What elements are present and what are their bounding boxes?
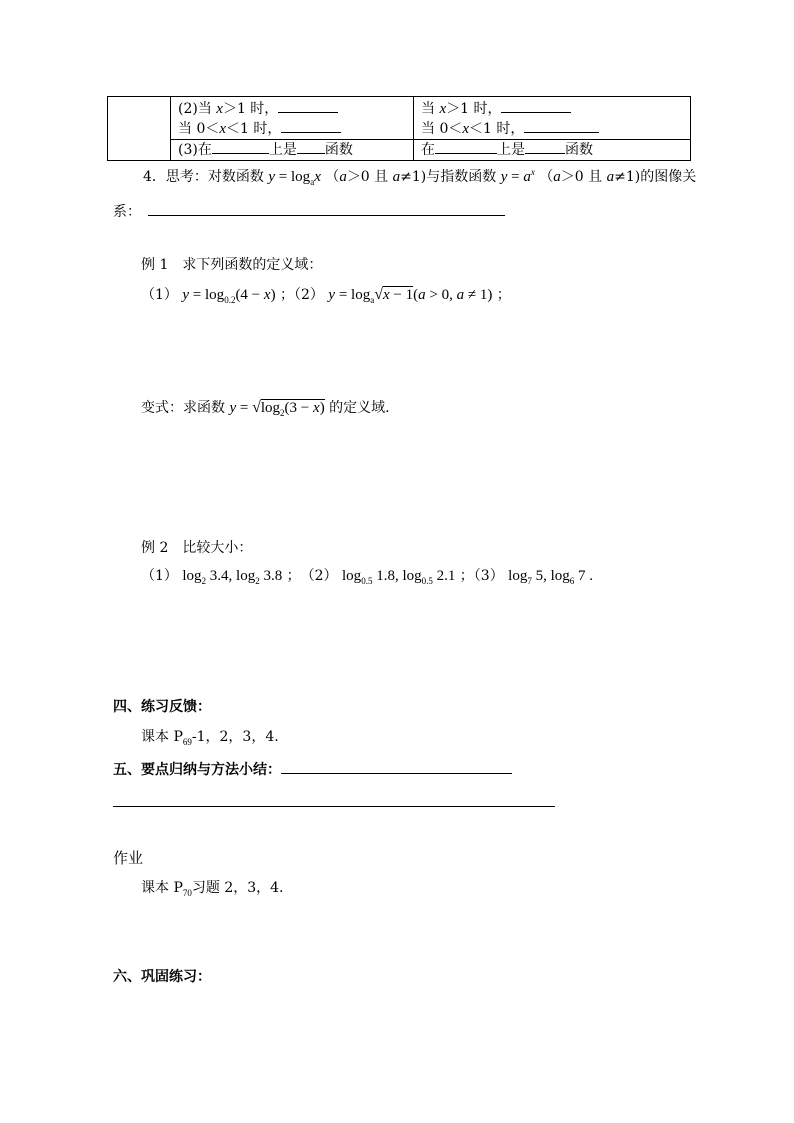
- question-text: ＞0 且: [346, 169, 393, 185]
- question-text: （: [534, 169, 554, 185]
- table-line: [171, 119, 413, 139]
- math-var: x: [382, 287, 390, 303]
- log-properties-table: [107, 96, 691, 161]
- math-text: − 1: [389, 287, 414, 303]
- answer-line: [113, 806, 555, 807]
- question-text: ≠1)与指数函数: [400, 169, 501, 185]
- math-text: 3.8: [259, 568, 283, 584]
- cell-text: 在: [421, 142, 435, 158]
- question-text: （: [320, 169, 340, 185]
- math-var: a: [392, 169, 401, 185]
- table-cell-left-monotonic: [171, 140, 414, 161]
- cell-text: 函数: [565, 142, 593, 158]
- cell-text: 上是: [497, 142, 525, 158]
- variable-x: x: [219, 121, 227, 137]
- math-text: = log: [335, 287, 371, 303]
- cell-text: ＜1 时，: [469, 121, 525, 137]
- section-6-heading: 六、巩固练习：: [113, 969, 211, 985]
- answer-blank: [501, 99, 571, 113]
- answer-blank: [435, 140, 497, 154]
- log-base: 6: [569, 576, 575, 586]
- answer-blank: [525, 140, 565, 154]
- section-5-heading: [113, 760, 512, 778]
- table-line: [414, 140, 690, 160]
- math-var: a: [606, 169, 615, 185]
- math-text: = log: [189, 287, 225, 303]
- separator: ；（3）: [455, 568, 509, 584]
- variable-x: x: [462, 121, 470, 137]
- math-var: x: [314, 169, 321, 185]
- math-text: log: [402, 568, 422, 584]
- example-2-title: 例 2 比较大小：: [141, 540, 253, 556]
- math-text: ): [319, 400, 325, 416]
- math-var: a: [523, 169, 531, 185]
- log-base: a: [310, 177, 315, 187]
- cell-text: (3)在: [178, 142, 212, 158]
- answer-blank: [281, 760, 512, 774]
- math-text: log: [236, 568, 256, 584]
- table-line: [171, 140, 413, 160]
- table-line: [171, 97, 413, 119]
- log-base: 7: [527, 576, 532, 586]
- math-text: (3 −: [284, 400, 314, 416]
- separator: ；: [492, 287, 511, 303]
- question-text: 思考：对数函数: [165, 169, 269, 185]
- exponent: x: [530, 167, 535, 177]
- math-var: x: [313, 400, 320, 416]
- answer-blank: [148, 202, 505, 216]
- math-text: log: [260, 400, 281, 416]
- math-var: a: [553, 169, 561, 185]
- cell-text: 当 0＜: [421, 121, 463, 137]
- math-var: y: [268, 169, 276, 185]
- page-number: 70: [182, 888, 192, 898]
- variant-text: 变式：求函数: [141, 400, 230, 416]
- table-line: [414, 119, 690, 139]
- math-var: y: [182, 287, 190, 303]
- cell-text: (2)当: [178, 101, 217, 117]
- math-var: y: [500, 169, 508, 185]
- cell-text: 上是: [268, 142, 297, 158]
- answer-blank: [281, 119, 341, 133]
- math-text: 5,: [531, 568, 551, 584]
- math-text: log: [342, 568, 362, 584]
- log-base: 2: [201, 576, 207, 586]
- example-1-title: 例 1 求下列函数的定义域：: [141, 257, 323, 273]
- think-question-continued: [113, 202, 505, 220]
- cell-text: ＞1 时，: [222, 101, 279, 117]
- textbook-ref: 习题 2，3，4.: [191, 880, 284, 896]
- textbook-ref: -1，2，3，4.: [191, 729, 279, 745]
- math-text: .: [585, 568, 594, 584]
- homework-text: [141, 880, 284, 896]
- table-cell-right-monotonic: [414, 140, 691, 161]
- math-text: =: [507, 169, 524, 185]
- math-text: log: [550, 568, 570, 584]
- section-4-text: [141, 729, 279, 745]
- page-number: 69: [182, 737, 192, 747]
- separator: ； （2）: [282, 568, 343, 584]
- sqrt-icon: √: [252, 399, 261, 416]
- log-base: 0.2: [224, 295, 236, 305]
- math-var: a: [339, 169, 347, 185]
- log-base: 2: [255, 576, 260, 586]
- question-text: ≠1)的图像关: [614, 169, 697, 185]
- textbook-ref: 课本 P: [141, 880, 183, 896]
- math-var: a: [418, 287, 426, 303]
- table-line: [414, 97, 690, 119]
- sqrt-icon: √: [374, 286, 383, 303]
- radicand: [383, 286, 413, 303]
- math-text: > 0,: [425, 287, 457, 303]
- math-text: log: [182, 568, 202, 584]
- math-text: log: [508, 568, 528, 584]
- log-base: 0.5: [421, 576, 433, 586]
- math-var: y: [229, 400, 237, 416]
- math-text: =: [236, 400, 253, 416]
- answer-blank: [278, 99, 338, 113]
- math-text: (4 −: [235, 287, 264, 303]
- section-5-title: 五、要点归纳与方法小结：: [113, 762, 281, 778]
- math-var: a: [456, 287, 465, 303]
- variant-text: 的定义域.: [324, 400, 390, 416]
- textbook-ref: 课本 P: [141, 729, 183, 745]
- table-header-cell: [108, 97, 171, 161]
- table-cell-left-values: [171, 97, 414, 140]
- think-question: [143, 169, 696, 185]
- math-text: 1.8,: [372, 568, 403, 584]
- section-4-heading: 四、练习反馈：: [113, 699, 211, 715]
- example-1-problems: [141, 287, 511, 303]
- example-2-problems: [141, 568, 593, 584]
- cell-text: ＞1 时，: [446, 101, 502, 117]
- separator: ；（2）: [275, 287, 324, 303]
- cell-text: 当: [421, 101, 440, 117]
- variable-x: x: [439, 101, 447, 117]
- variable-x: x: [216, 101, 223, 117]
- problem-label: （1）: [141, 568, 183, 584]
- question-number: 4．: [143, 169, 166, 185]
- math-text: ): [270, 287, 276, 303]
- cell-text: ＜1 时，: [226, 121, 282, 137]
- answer-blank: [297, 140, 325, 154]
- math-text: 3.4,: [206, 568, 237, 584]
- math-text: 7: [574, 568, 586, 584]
- math-text: (: [413, 287, 419, 303]
- table-cell-right-values: [414, 97, 691, 140]
- homework-heading: 作业: [113, 849, 144, 867]
- cell-text: 函数: [324, 142, 353, 158]
- log-base: 0.5: [361, 576, 373, 586]
- log-base: a: [370, 295, 375, 305]
- answer-blank: [524, 119, 599, 133]
- log-base: 2: [280, 408, 285, 418]
- question-text: ＞0 且: [560, 169, 607, 185]
- cell-text: 当 0＜: [178, 121, 220, 137]
- math-text: 2.1: [432, 568, 456, 584]
- radicand: [261, 399, 325, 416]
- math-text: = log: [275, 169, 311, 185]
- math-var: y: [328, 287, 336, 303]
- variant-problem: [141, 400, 390, 416]
- question-text: 系：: [113, 204, 141, 220]
- problem-label: （1）: [141, 287, 178, 303]
- answer-blank: [212, 140, 269, 154]
- math-text: ≠ 1): [464, 287, 493, 303]
- math-var: x: [263, 287, 271, 303]
